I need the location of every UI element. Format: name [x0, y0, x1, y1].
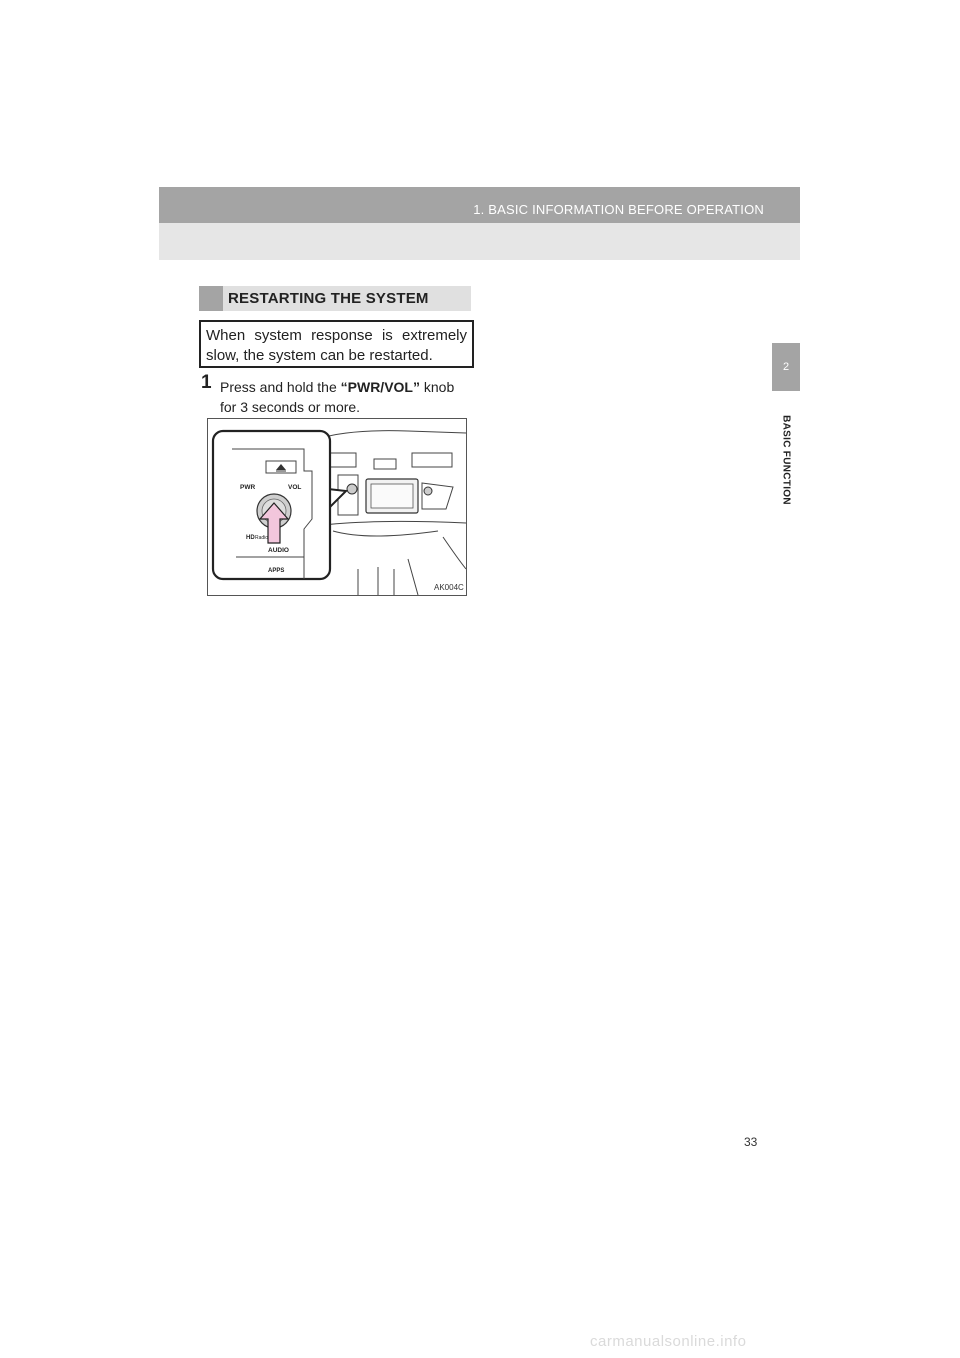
radio-label: Radio: [255, 535, 269, 541]
figure-code: AK004C: [434, 583, 464, 592]
dashboard-drawing: [208, 419, 466, 595]
section-heading: [199, 286, 471, 311]
step-text-before: Press and hold the: [220, 379, 341, 395]
chapter-title: 1. BASIC INFORMATION BEFORE OPERATION: [473, 202, 764, 217]
chapter-tab-number: 2: [782, 361, 790, 373]
dash-middle-line: [323, 521, 466, 525]
dash-right-curve: [443, 537, 466, 569]
chapter-tab: [772, 343, 800, 391]
dashboard-illustration: [207, 418, 467, 596]
audio-label: AUDIO: [268, 547, 289, 554]
chapter-tab-label: BASIC FUNCTION: [780, 415, 792, 505]
air-vent-left: [328, 453, 356, 467]
hazard-switch: [374, 459, 396, 469]
vol-label: VOL: [288, 484, 302, 491]
step-key-label: “PWR/VOL”: [340, 379, 420, 395]
step-number: 1: [201, 372, 212, 393]
section-title: RESTARTING THE SYSTEM: [228, 290, 429, 307]
section-note: When system response is extremely slow, the system can be restarted.: [199, 320, 474, 368]
chapter-header: [159, 187, 800, 223]
watermark: carmanualsonline.info: [590, 1333, 747, 1350]
header-subband: [159, 223, 800, 260]
step-text: [220, 377, 460, 417]
dash-knob-right: [424, 487, 432, 495]
dash-knob-small: [347, 484, 357, 494]
air-vent-right: [412, 453, 452, 467]
display-inner: [371, 484, 413, 508]
dash-top-line: [318, 431, 466, 439]
dash-curve: [333, 531, 438, 536]
console-lines: [358, 559, 418, 595]
apps-label: APPS: [268, 568, 285, 574]
page-number: 33: [744, 1135, 758, 1149]
hd-label: HD: [246, 535, 255, 541]
step-text-after: knob for 3 seconds or more.: [220, 379, 455, 415]
pwr-label: PWR: [240, 484, 256, 491]
section-marker: [199, 286, 223, 311]
